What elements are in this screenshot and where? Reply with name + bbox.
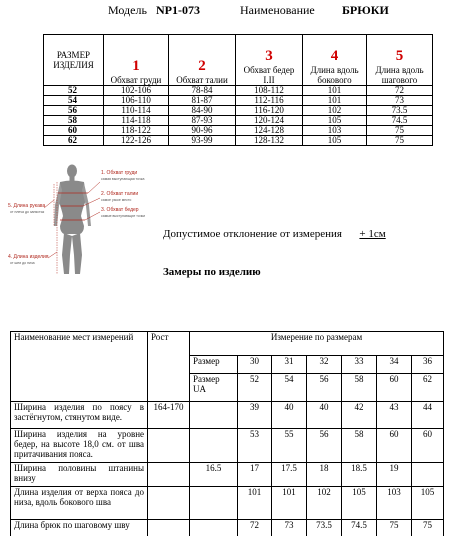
measure-empty-cell — [190, 520, 238, 536]
figure-sub-sleeve: от плеча до запястья — [10, 210, 45, 214]
size-value-cell: 30 — [238, 356, 272, 374]
value-cell: 118-122 — [104, 126, 169, 136]
measure-value-cell: 75 — [412, 520, 444, 536]
value-cell: 105 — [303, 136, 367, 146]
col-label: Обхват талии — [176, 75, 228, 85]
model-value: NP1-073 — [156, 3, 200, 17]
document-header — [0, 3, 456, 19]
value-cell: 122-126 — [104, 136, 169, 146]
figure-label-length: 4. Длина изделия — [8, 254, 49, 260]
measure-value-cell: 60 — [377, 429, 412, 463]
value-cell: 110-114 — [104, 106, 169, 116]
size-ua-value-cell: 60 — [377, 374, 412, 402]
value-cell: 74.5 — [367, 116, 433, 126]
measure-value-cell: 43 — [377, 402, 412, 429]
measure-value-cell: 105 — [342, 487, 377, 520]
size-cell: 60 — [44, 126, 104, 136]
measure-value-cell: 105 — [412, 487, 444, 520]
col-number: 2 — [198, 58, 206, 74]
value-cell: 103 — [303, 126, 367, 136]
measurement-figure — [8, 160, 158, 276]
measure-growth-cell — [148, 429, 190, 463]
size-row — [44, 136, 433, 146]
measure-growth-cell: 164-170 — [148, 402, 190, 429]
col-hips — [236, 35, 303, 86]
measure-row — [11, 402, 444, 429]
name-label: Наименование — [240, 3, 315, 17]
size-cell: 56 — [44, 106, 104, 116]
size-value-cell: 33 — [342, 356, 377, 374]
value-cell: 78-84 — [169, 86, 236, 96]
measure-empty-cell — [412, 463, 444, 487]
header-sizes-cell: Измерение по размерам — [190, 332, 444, 356]
figure-sub-hips: самые выступающие точки — [101, 214, 146, 218]
value-cell: 124-128 — [236, 126, 303, 136]
value-cell: 87-93 — [169, 116, 236, 126]
measure-value-cell: 40 — [272, 402, 307, 429]
measure-name-cell: Ширина изделия по поясу в застёгнутом, стянутом виде. — [11, 402, 148, 429]
col-label: Обхват груди — [110, 75, 162, 85]
value-cell: 90-96 — [169, 126, 236, 136]
measure-value-cell: 72 — [238, 520, 272, 536]
measure-value-cell: 74.5 — [342, 520, 377, 536]
value-cell: 102 — [303, 106, 367, 116]
size-cell: 54 — [44, 96, 104, 106]
measure-value-cell: 18 — [307, 463, 342, 487]
size-cell: 62 — [44, 136, 104, 146]
model-label: Модель — [108, 3, 147, 17]
size-value-cell: 31 — [272, 356, 307, 374]
tolerance-note — [163, 228, 386, 240]
value-cell: 114-118 — [104, 116, 169, 126]
col-bust — [104, 35, 169, 86]
measure-value-cell: 55 — [272, 429, 307, 463]
size-table-header-row — [44, 35, 433, 86]
figure-sub-bust: самая выступающая точка — [101, 177, 145, 181]
figure-sub-waist: самое узкое место — [101, 198, 132, 202]
product-measure-title: Замеры по изделию — [163, 266, 261, 278]
header-name-cell: Наименование мест измерений — [11, 332, 148, 402]
size-value-cell: 32 — [307, 356, 342, 374]
value-cell: 120-124 — [236, 116, 303, 126]
value-cell: 112-116 — [236, 96, 303, 106]
value-cell: 108-112 — [236, 86, 303, 96]
tolerance-text: Допустимое отклонение от измерения — [163, 228, 342, 240]
value-cell: 116-120 — [236, 106, 303, 116]
size-header: РАЗМЕР ИЗДЕЛИЯ — [44, 35, 104, 86]
col-label: Обхват бедер I.II — [243, 65, 295, 85]
measure-value-cell: 18.5 — [342, 463, 377, 487]
value-cell: 81-87 — [169, 96, 236, 106]
measure-value-cell: 58 — [342, 429, 377, 463]
measure-value-cell: 17 — [238, 463, 272, 487]
col-waist — [169, 35, 236, 86]
size-value-cell: 34 — [377, 356, 412, 374]
col-number: 3 — [265, 48, 273, 64]
size-table — [43, 34, 433, 146]
size-ua-label-cell: Размер UA — [190, 374, 238, 402]
measure-value-cell: 44 — [412, 402, 444, 429]
figure-sub-length: от шеи до низа — [10, 261, 35, 265]
size-cell: 58 — [44, 116, 104, 126]
measure-table — [10, 331, 444, 536]
name-value: БРЮКИ — [342, 3, 389, 17]
measure-value-cell: 73 — [272, 520, 307, 536]
size-value-cell: 36 — [412, 356, 444, 374]
measure-value-cell: 40 — [307, 402, 342, 429]
value-cell: 101 — [303, 86, 367, 96]
measure-name-cell: Ширина изделия на уровне бедер, на высоте 18,0 см. от шва притачивания пояса. — [11, 429, 148, 463]
size-row — [44, 96, 433, 106]
col-inseam-length — [367, 35, 433, 86]
measure-row — [11, 487, 444, 520]
measure-value-cell: 103 — [377, 487, 412, 520]
col-number: 1 — [132, 58, 140, 74]
value-cell: 93-99 — [169, 136, 236, 146]
value-cell: 73 — [367, 96, 433, 106]
value-cell: 105 — [303, 116, 367, 126]
measure-value-cell: 42 — [342, 402, 377, 429]
size-row — [44, 106, 433, 116]
measure-value-cell: 101 — [272, 487, 307, 520]
measure-value-cell: 101 — [238, 487, 272, 520]
measure-value-cell: 17.5 — [272, 463, 307, 487]
measure-header-row — [11, 332, 444, 356]
value-cell: 73.5 — [367, 106, 433, 116]
figure-label-sleeve: 5. Длина рукава — [8, 203, 46, 209]
size-ua-value-cell: 54 — [272, 374, 307, 402]
measure-growth-cell — [148, 463, 190, 487]
measure-value-cell: 16.5 — [190, 463, 238, 487]
measure-value-cell: 56 — [307, 429, 342, 463]
figure-label-hips: 3. Обхват бедер — [101, 207, 139, 213]
measure-empty-cell — [190, 429, 238, 463]
col-side-length — [303, 35, 367, 86]
measure-row — [11, 429, 444, 463]
measure-name-cell: Ширина половины штанины внизу — [11, 463, 148, 487]
col-number: 5 — [395, 48, 404, 64]
size-row — [44, 126, 433, 136]
size-label-cell: Размер — [190, 356, 238, 374]
tolerance-value: + 1см — [359, 228, 386, 240]
measure-row — [11, 520, 444, 536]
size-cell: 52 — [44, 86, 104, 96]
measure-value-cell: 60 — [412, 429, 444, 463]
measure-name-cell: Длина изделия от верха пояса до низа, вдоль бокового шва — [11, 487, 148, 520]
measure-growth-cell — [148, 520, 190, 536]
value-cell: 72 — [367, 86, 433, 96]
size-ua-value-cell: 52 — [238, 374, 272, 402]
measure-value-cell: 53 — [238, 429, 272, 463]
size-row — [44, 116, 433, 126]
value-cell: 106-110 — [104, 96, 169, 106]
measure-value-cell: 75 — [377, 520, 412, 536]
measure-value-cell: 73.5 — [307, 520, 342, 536]
col-number: 4 — [330, 48, 339, 64]
value-cell: 102-106 — [104, 86, 169, 96]
size-row — [44, 86, 433, 96]
header-growth-cell: Рост — [148, 332, 190, 402]
size-ua-value-cell: 62 — [412, 374, 444, 402]
measure-empty-cell — [190, 487, 238, 520]
measure-value-cell: 102 — [307, 487, 342, 520]
value-cell: 75 — [367, 136, 433, 146]
size-ua-value-cell: 56 — [307, 374, 342, 402]
figure-label-bust: 1. Обхват груди — [101, 170, 138, 176]
measure-empty-cell — [190, 402, 238, 429]
measure-row — [11, 463, 444, 487]
size-ua-value-cell: 58 — [342, 374, 377, 402]
value-cell: 128-132 — [236, 136, 303, 146]
measure-value-cell: 39 — [238, 402, 272, 429]
value-cell: 84-90 — [169, 106, 236, 116]
measure-growth-cell — [148, 487, 190, 520]
figure-label-waist: 2. Обхват талии — [101, 191, 139, 197]
value-cell: 75 — [367, 126, 433, 136]
col-label: Длина вдоль бокового — [310, 65, 359, 85]
value-cell: 101 — [303, 96, 367, 106]
measure-name-cell: Длина брюк по шаговому шву — [11, 520, 148, 536]
col-label: Длина вдоль шагового — [375, 65, 424, 85]
measure-value-cell: 19 — [377, 463, 412, 487]
